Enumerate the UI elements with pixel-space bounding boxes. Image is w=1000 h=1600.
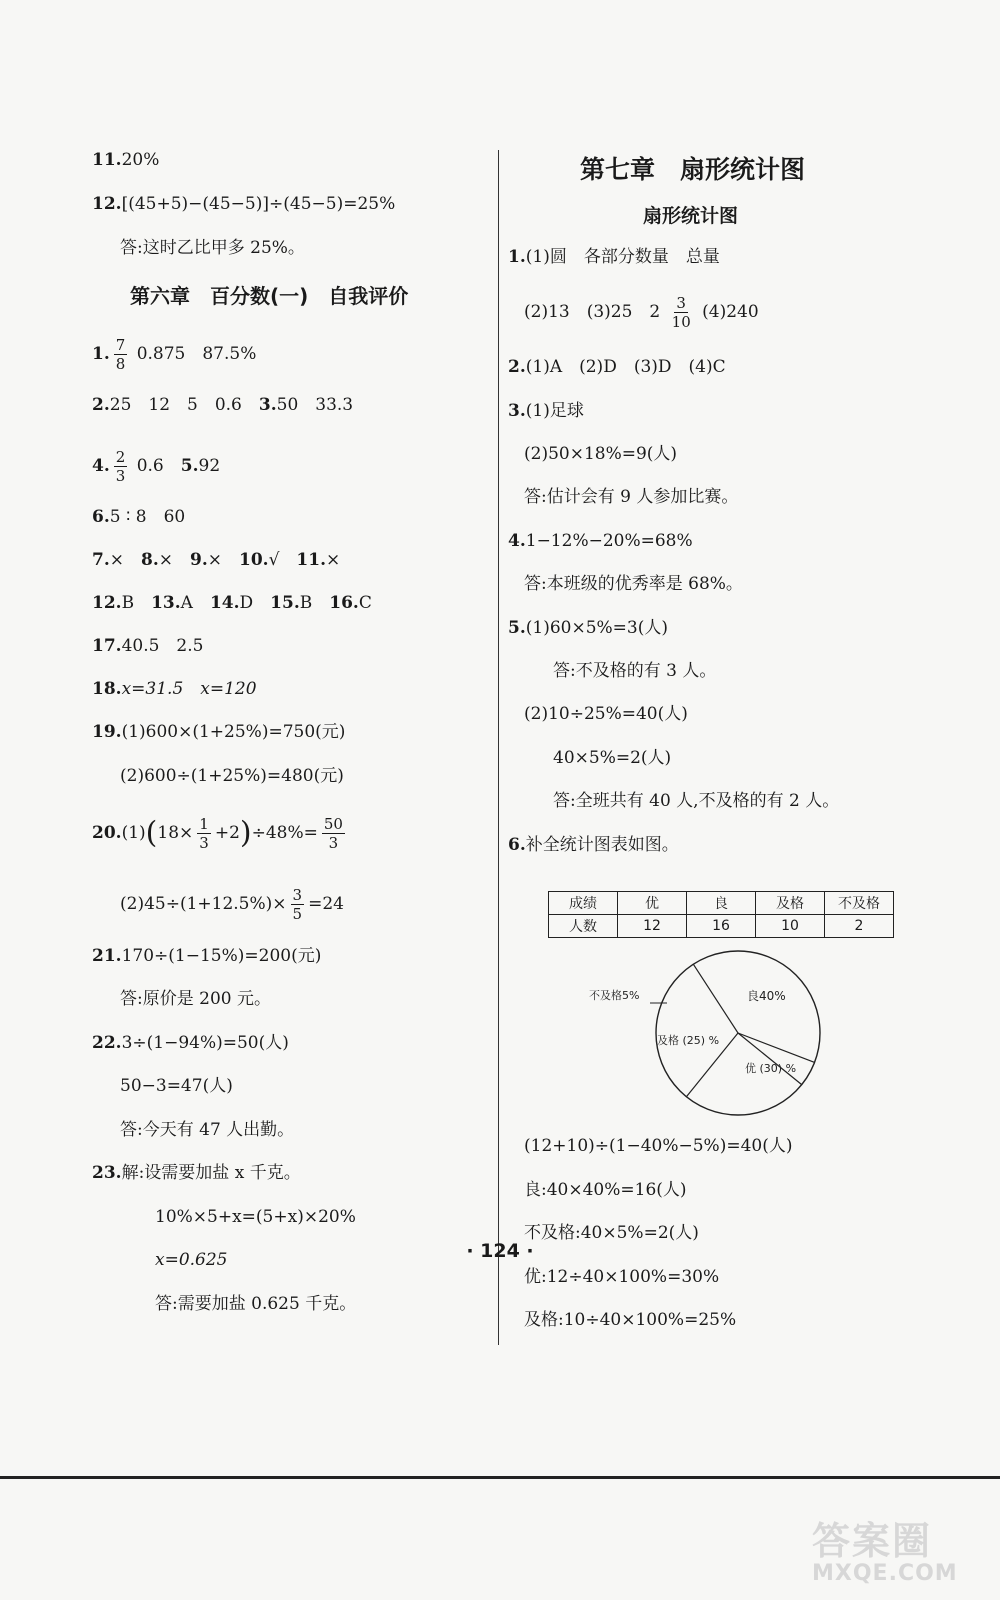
q20: 20.(1)(18× $\frac{1}{3}$ +2)÷48%= $\frac{50}{3}$ <box>92 815 343 852</box>
pie-label-excellent: 优 (30) % <box>745 1062 797 1075</box>
watermark-logo <box>812 1520 992 1590</box>
answer-12-reply: 答:这时乙比甲多 25%。 <box>120 238 305 258</box>
table-cell: 良 <box>687 892 756 915</box>
q22-step: 50−3=47(人) <box>120 1076 233 1096</box>
q2-q3: 2.25 12 5 0.6 3.50 33.3 <box>92 395 354 415</box>
calc-excellent: 优:12÷40×100%=30% <box>524 1267 720 1287</box>
r5-reply1: 答:不及格的有 3 人。 <box>553 661 717 681</box>
q23-equation: 10%×5+x=(5+x)×20% <box>155 1207 356 1227</box>
q22: 22.3÷(1−94%)=50(人) <box>92 1033 289 1053</box>
q23: 23.解:设需要加盐 x 千克。 <box>92 1163 301 1183</box>
answer-12: 12.[(45+5)−(45−5)]÷(45−5)=25% <box>92 194 396 214</box>
r4: 4.1−12%−20%=68% <box>508 531 693 551</box>
table-cell: 2 <box>825 915 894 938</box>
r5-part2: (2)10÷25%=40(人) <box>524 704 688 724</box>
q19-part2: (2)600÷(1+25%)=480(元) <box>120 766 344 786</box>
pie-label-fail: 不及格5% <box>589 989 640 1002</box>
r3-part2: (2)50×18%=9(人) <box>524 444 678 464</box>
bottom-rule <box>0 1476 1000 1479</box>
answer-11: 11.20% <box>92 150 160 170</box>
table-row <box>549 915 894 938</box>
q21-reply: 答:原价是 200 元。 <box>120 989 271 1009</box>
r1-part2: (2)13 (3)25 2 $\frac{3}{10}$ (4)240 <box>524 294 759 331</box>
calc-fail: 不及格:40×5%=2(人) <box>524 1223 699 1243</box>
watermark-line2: MXQE.COM <box>812 1561 958 1586</box>
watermark-line1: 答案圈 <box>812 1519 933 1563</box>
q23-reply: 答:需要加盐 0.625 千克。 <box>155 1294 357 1314</box>
calc-good: 良:40×40%=16(人) <box>524 1180 687 1200</box>
q23-solution: x=0.625 <box>155 1250 228 1270</box>
page-number: · 124 · <box>466 1240 534 1262</box>
chapter6-heading: 第六章 百分数(一) 自我评价 <box>130 284 409 308</box>
table-cell: 12 <box>618 915 687 938</box>
q17: 17.40.5 2.5 <box>92 636 204 656</box>
q12-q16: 12.B 13.A 14.D 15.B 16.C <box>92 593 372 613</box>
r4-reply: 答:本班级的优秀率是 68%。 <box>524 574 743 594</box>
r2: 2.(1)A (2)D (3)D (4)C <box>508 357 726 377</box>
table-cell: 16 <box>687 915 756 938</box>
pie-label-good: 良40% <box>747 989 786 1003</box>
table-row <box>549 892 894 915</box>
q7-q11: 7.× 8.× 9.× 10.√ 11.× <box>92 550 341 570</box>
q19: 19.(1)600×(1+25%)=750(元) <box>92 722 346 742</box>
r6: 6.补全统计图表如图。 <box>508 835 679 855</box>
calc-total: (12+10)÷(1−40%−5%)=40(人) <box>524 1136 793 1156</box>
q1: 1. $\frac{7}{8}$ 0.875 87.5% <box>92 336 257 373</box>
pie-label-pass: 及格 (25) % <box>657 1034 720 1047</box>
table-cell: 不及格 <box>825 892 894 915</box>
q6: 6.5 ∶ 8 60 <box>92 507 186 527</box>
r1: 1.(1)圆 各部分数量 总量 <box>508 247 720 267</box>
table-cell: 及格 <box>756 892 825 915</box>
q22-reply: 答:今天有 47 人出勤。 <box>120 1120 295 1140</box>
chapter7-heading: 第七章 扇形统计图 <box>580 155 806 184</box>
table-cell: 成绩 <box>549 892 618 915</box>
r5: 5.(1)60×5%=3(人) <box>508 618 669 638</box>
column-divider <box>498 150 499 1345</box>
q18: 18.x=31.5 x=120 <box>92 679 257 699</box>
r3: 3.(1)足球 <box>508 401 584 421</box>
table-cell: 人数 <box>549 915 618 938</box>
q4-q5: 4. $\frac{2}{3}$ 0.6 5.92 <box>92 448 221 485</box>
r5-step: 40×5%=2(人) <box>553 748 672 768</box>
table-cell: 10 <box>756 915 825 938</box>
r5-reply2: 答:全班共有 40 人,不及格的有 2 人。 <box>553 791 840 811</box>
section-heading: 扇形统计图 <box>643 205 739 227</box>
table-cell: 优 <box>618 892 687 915</box>
pie-slice-良 <box>693 964 738 1033</box>
grades-table <box>548 891 894 938</box>
calc-pass: 及格:10÷40×100%=25% <box>524 1310 737 1330</box>
pie-slice-及格 <box>738 1033 802 1085</box>
q20-part2: (2)45÷(1+12.5%)× $\frac{3}{5}$ =24 <box>120 886 344 923</box>
q21: 21.170÷(1−15%)=200(元) <box>92 946 322 966</box>
pie-slice-不及格 <box>738 1033 815 1062</box>
r3-reply: 答:估计会有 9 人参加比赛。 <box>524 487 739 507</box>
pie-chart <box>589 945 855 1145</box>
